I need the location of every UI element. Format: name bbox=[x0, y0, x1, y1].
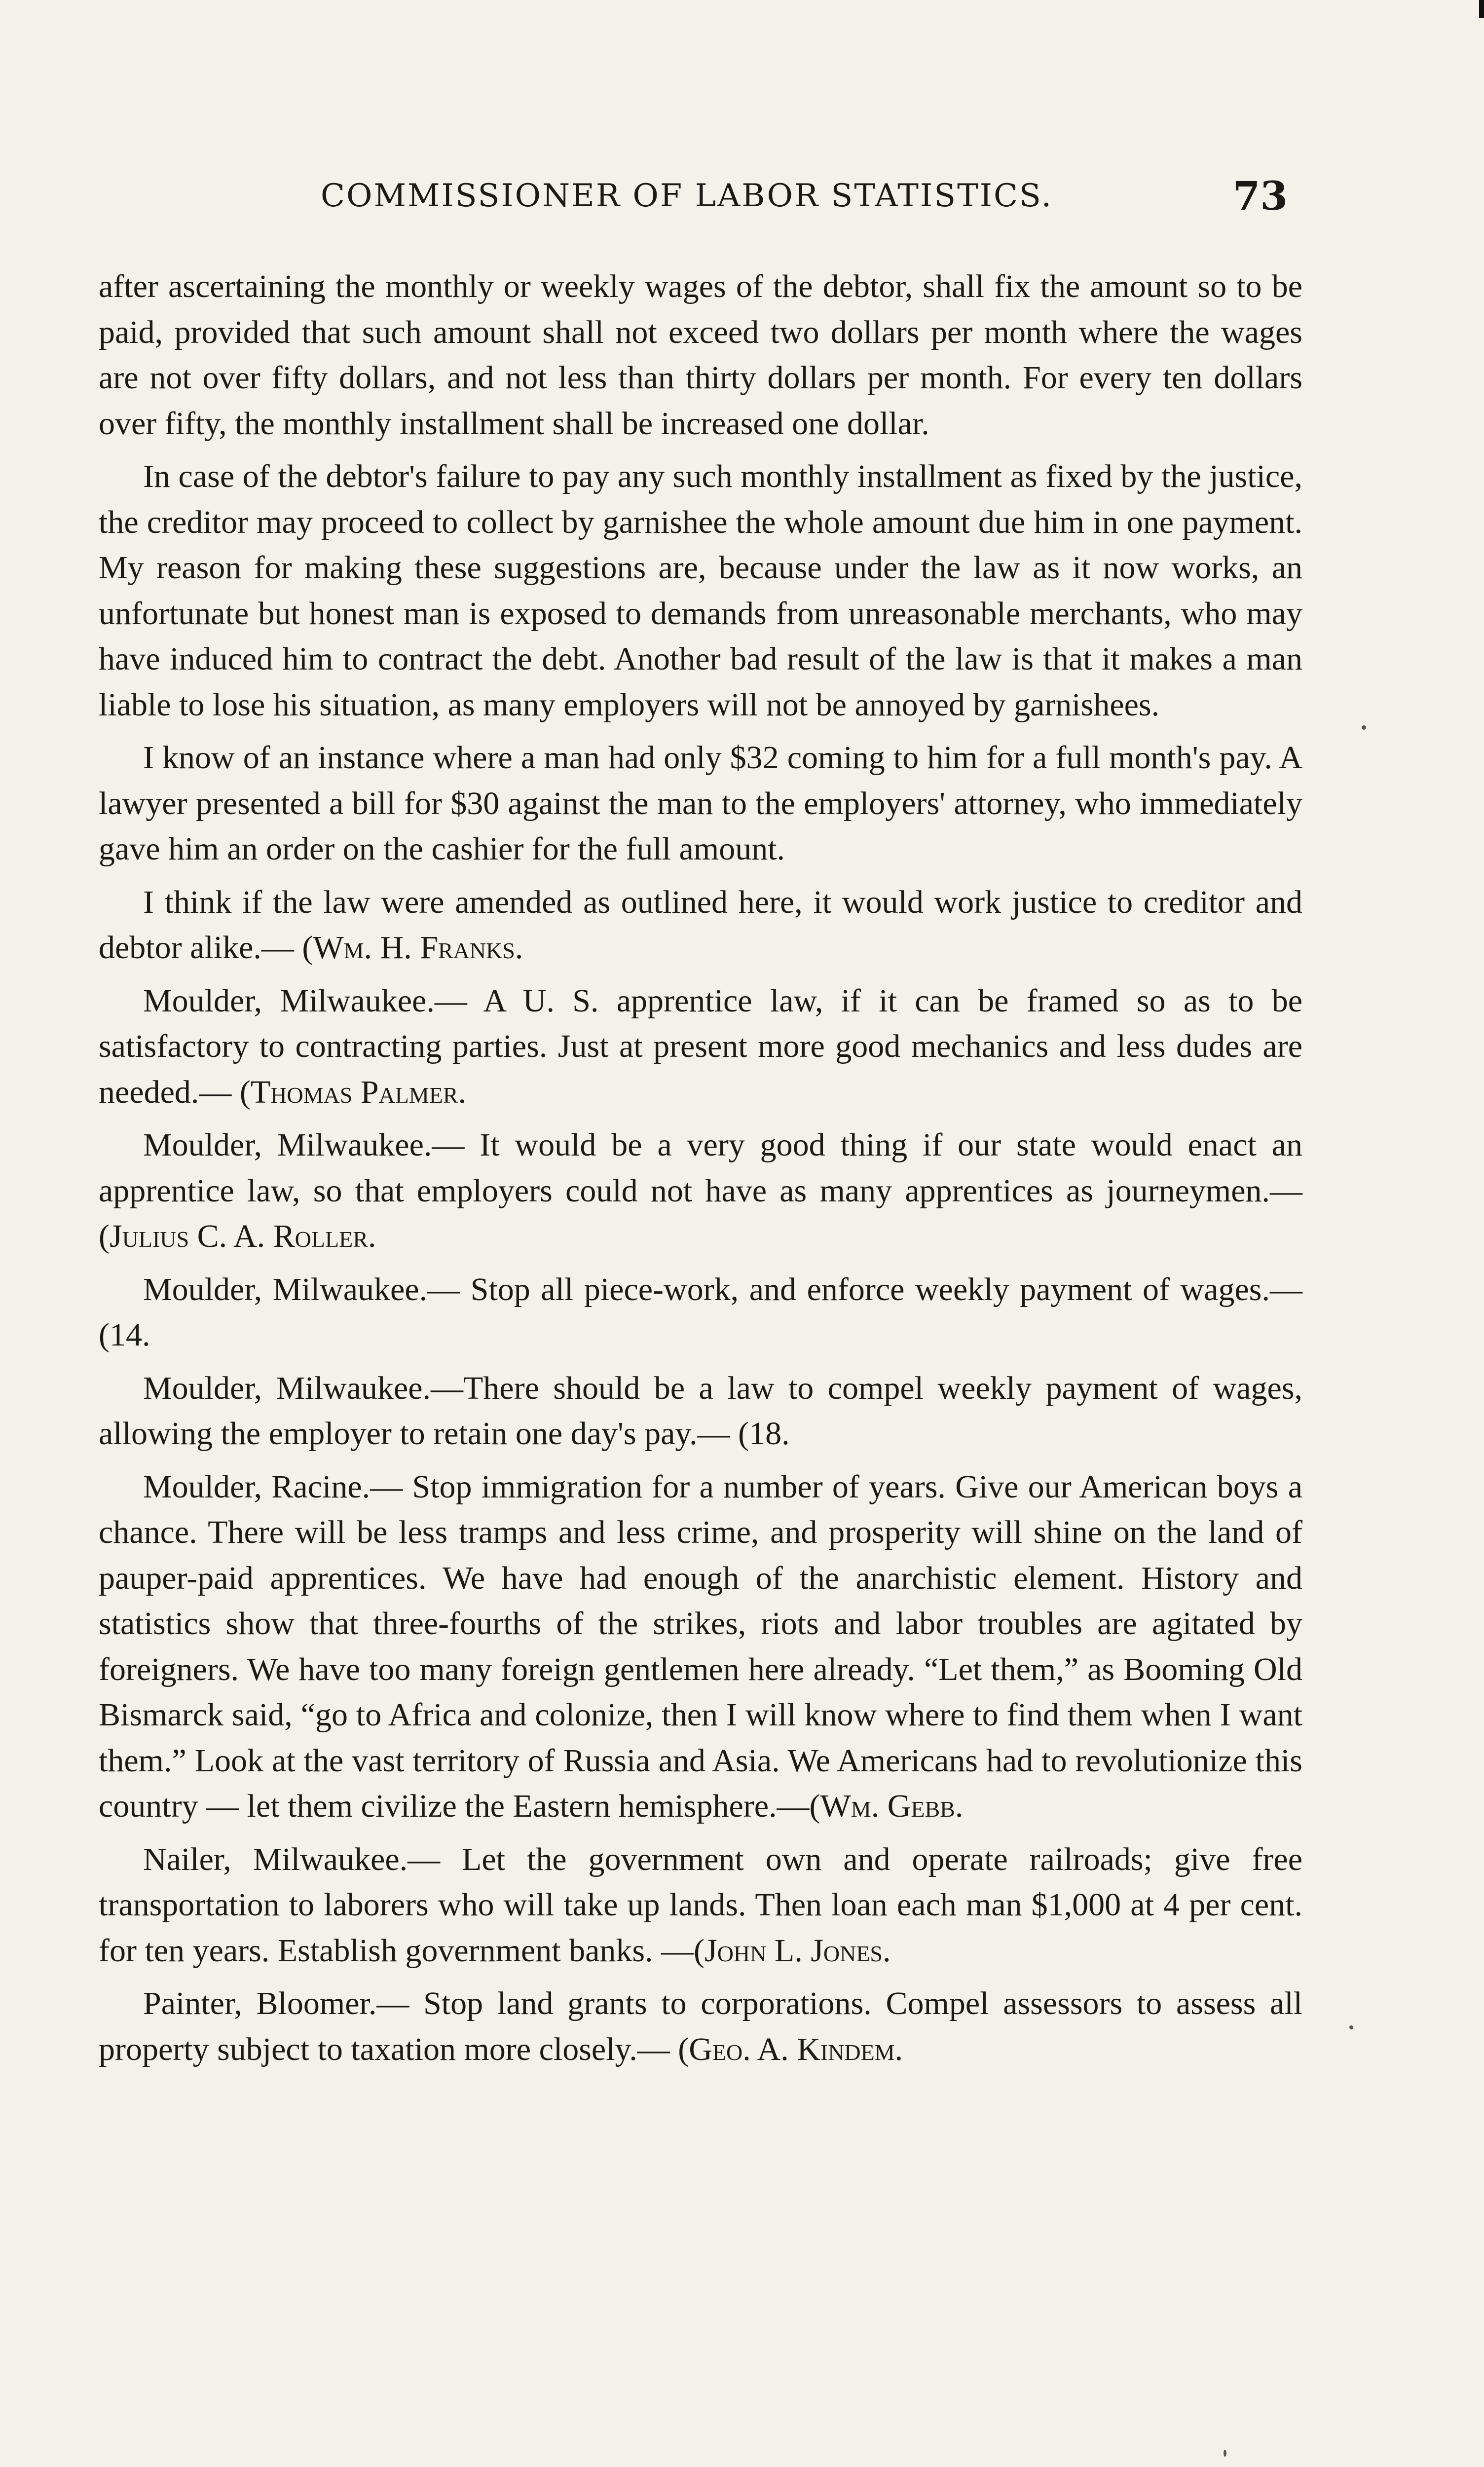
paragraph: Moulder, Milwaukee.— A U. S. apprentice law, if it can be framed so as to be satisfactory to contracting parties. Just at present more good mechanics and less dudes are needed.— (Thomas Palmer. bbox=[99, 982, 1302, 1110]
paragraph: Moulder, Milwaukee.— It would be a very good thing if our state would enact an apprentice law, so that employers could not have as many apprentices as journeymen.—(Julius C. A. Roller. bbox=[99, 1127, 1302, 1254]
scan-edge-mark bbox=[1479, 0, 1484, 18]
signature: Wm. H. Franks. bbox=[313, 930, 523, 966]
signature: John L. Jones. bbox=[705, 1932, 891, 1969]
paragraph: Moulder, Milwaukee.— Stop all piece-work, and enforce weekly payment of wages.—(14. bbox=[99, 1271, 1302, 1353]
signature: Thomas Palmer. bbox=[250, 1074, 467, 1110]
signature: Geo. A. Kindem. bbox=[689, 2031, 903, 2067]
scan-speck bbox=[1349, 2025, 1353, 2029]
running-title: COMMISSIONER OF LABOR STATISTICS. bbox=[321, 178, 1053, 214]
paragraph: Nailer, Milwaukee.— Let the government own and operate railroads; give free transportation to laborers who will take up lands. Then loan each man $1,000 at 4 per cent. for ten years. Establish government banks. —(John L. Jones. bbox=[99, 1841, 1302, 1969]
paragraph: Moulder, Milwaukee.—There should be a law to compel weekly payment of wages, allowing the employer to retain one day's pay.— (18. bbox=[99, 1370, 1302, 1452]
page-header bbox=[99, 173, 1302, 217]
paragraph: Moulder, Racine.— Stop immigration for a number of years. Give our American boys a chance. There will be less tramps and less crime, and prosperity will shine on the land of pauper-paid apprentices. We have had enough of the anarchistic element. History and statistics show that three-fourths of the strikes, riots and labor troubles are agitated by foreigners. We have too many foreign gentlemen here already. “Let them,” as Booming Old Bismarck said, “go to Africa and colonize, then I will know where to find them when I want them.” Look at the vast territory of Russia and Asia. We Americans had to revolutionize this country — let them civilize the Eastern hemisphere.—(Wm. Gebb. bbox=[99, 1468, 1302, 1824]
paragraph: I know of an instance where a man had only $32 coming to him for a full month's pay. A lawyer presented a bill for $30 against the man to the employers' attorney, who immediately gave him an order on the cashier for the full amount. bbox=[99, 740, 1302, 867]
paragraph: In case of the debtor's failure to pay any such monthly installment as fixed by the justice, the creditor may proceed to collect by garnishee the whole amount due him in one payment. My reason for making these suggestions are, because under the law as it now works, an unfortunate but honest man is exposed to demands from unreasonable merchants, who may have induced him to contract the debt. Another bad result of the law is that it makes a man liable to lose his situation, as many employers will not be annoyed by garnishees. bbox=[99, 458, 1302, 723]
body-text bbox=[99, 264, 1302, 2080]
signature: Julius C. A. Roller. bbox=[109, 1218, 376, 1254]
page-number: 73 bbox=[1232, 173, 1288, 219]
scan-speck bbox=[1362, 725, 1366, 730]
paragraph: I think if the law were amended as outlined here, it would work justice to creditor and debtor alike.— (Wm. H. Franks. bbox=[99, 884, 1302, 966]
paragraph: Painter, Bloomer.— Stop land grants to corporations. Compel assessors to assess all property subject to taxation more closely.— (Geo. A. Kindem. bbox=[99, 1985, 1302, 2067]
paragraph: after ascertaining the monthly or weekly wages of the debtor, shall fix the amount so to be paid, provided that such amount shall not exceed two dollars per month where the wages are not over fifty dollars, and not less than thirty dollars per month. For every ten dollars over fifty, the monthly installment shall be increased one dollar. bbox=[99, 268, 1302, 442]
signature: Wm. Gebb. bbox=[820, 1788, 964, 1824]
scan-speck bbox=[1224, 2450, 1226, 2457]
